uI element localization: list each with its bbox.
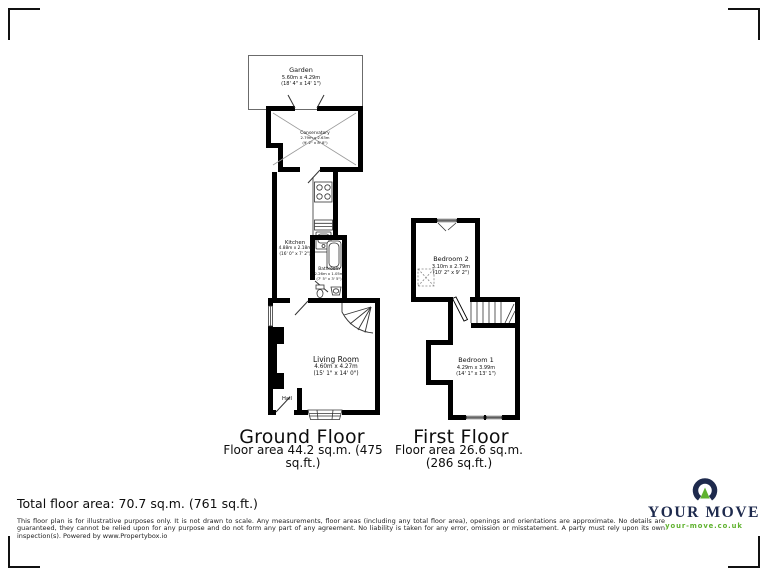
hob-icon bbox=[315, 182, 333, 202]
room-dims-imperial: (16' 0" x 7' 2") bbox=[279, 251, 311, 257]
first-staircase bbox=[471, 302, 515, 323]
bedroom1-label bbox=[456, 357, 496, 377]
brand-wordmark: YOUR MOVE bbox=[647, 504, 761, 521]
total-floor-area: Total floor area: 70.7 sq.m. (761 sq.ft.) bbox=[17, 496, 258, 511]
room-dims-metric: 4.29m x 3.99m bbox=[456, 364, 496, 371]
room-name: Bedroom 1 bbox=[458, 356, 494, 364]
bedroom1-alcove bbox=[426, 340, 453, 385]
disclaimer-text: This floor plan is for illustrative purposes only. It is not drawn to scale. Any measurements, floor areas (including any total floor area), openings and orientations are approximate. No details are guaranteed, they cannot be relied upon for any purpose and do not form any part of any agreement. No liability is taken for any error, omission or misstatement. A party must rely upon its own inspection(s). Powered by www.Propertybox.io bbox=[17, 517, 665, 540]
first-floor-area-line2: (286 sq.ft.) bbox=[425, 456, 493, 470]
side-window bbox=[269, 306, 273, 326]
bay-window bbox=[308, 410, 342, 420]
bedroom2-window bbox=[438, 219, 457, 231]
room-name: Bathroom bbox=[318, 267, 340, 272]
first-floor-title: First Floor bbox=[413, 426, 509, 448]
room-dims-imperial: (9' 2" x 8' 8") bbox=[302, 139, 328, 145]
room-name: Kitchen bbox=[284, 240, 306, 246]
yourmove-mark-icon bbox=[690, 478, 720, 504]
room-dims-metric: 3.10m x 2.79m bbox=[431, 263, 471, 270]
first-floor-area bbox=[395, 444, 523, 470]
garden-label bbox=[281, 67, 321, 87]
bedroom1-windows bbox=[466, 416, 502, 419]
bedroom2-label bbox=[432, 256, 470, 276]
yourmove-logo bbox=[640, 477, 768, 537]
ground-floor-title: Ground Floor bbox=[239, 426, 365, 448]
ground-floor-area bbox=[223, 444, 382, 470]
room-name: Conservatory bbox=[300, 131, 330, 136]
kitchen-door-icon bbox=[308, 170, 320, 183]
hall-label: Hall bbox=[282, 396, 292, 402]
living-room-door-icon bbox=[295, 301, 308, 315]
room-dims-imperial: (7' 5" x 3' 5") bbox=[316, 275, 342, 281]
ground-floor-area-line2: sq.ft.) bbox=[285, 456, 321, 470]
room-dims-metric: 2.26m x 1.05m bbox=[314, 271, 344, 277]
room-dims-metric: 4.60m x 4.27m bbox=[314, 364, 358, 370]
room-dims-metric: 2.79m x 2.63m bbox=[300, 135, 330, 141]
brand-url: your-move.co.uk bbox=[665, 522, 743, 530]
room-dims-metric: 4.88m x 2.18m bbox=[278, 246, 312, 252]
ground-floor-area-line1: Floor area 44.2 sq.m. (475 bbox=[223, 443, 383, 457]
living-room-label bbox=[313, 355, 359, 378]
bathtub-icon bbox=[327, 241, 341, 269]
basin-icon bbox=[331, 287, 341, 295]
bathroom-label bbox=[315, 267, 344, 281]
first-floor-plan bbox=[411, 218, 520, 420]
fireplace bbox=[273, 327, 284, 389]
kitchen-label bbox=[279, 240, 312, 257]
room-name: Garden bbox=[289, 66, 313, 74]
toilet-icon bbox=[316, 285, 324, 298]
room-dims-imperial: (18' 4" x 14' 1") bbox=[281, 80, 321, 87]
room-dims-imperial: (15' 1" x 14' 0") bbox=[313, 370, 359, 377]
room-name: Living Room bbox=[312, 355, 360, 364]
first-floor-area-line1: Floor area 26.6 sq.m. bbox=[395, 443, 523, 457]
conservatory-label bbox=[300, 131, 329, 145]
room-dims-imperial: (14' 1" x 13' 1") bbox=[456, 370, 496, 377]
room-dims-imperial: (10' 2" x 9' 2") bbox=[432, 269, 470, 276]
room-dims-metric: 5.60m x 4.29m bbox=[281, 74, 321, 81]
ground-staircase bbox=[342, 303, 373, 333]
room-name: Bedroom 2 bbox=[433, 255, 469, 263]
landing-door-icon bbox=[453, 297, 468, 321]
